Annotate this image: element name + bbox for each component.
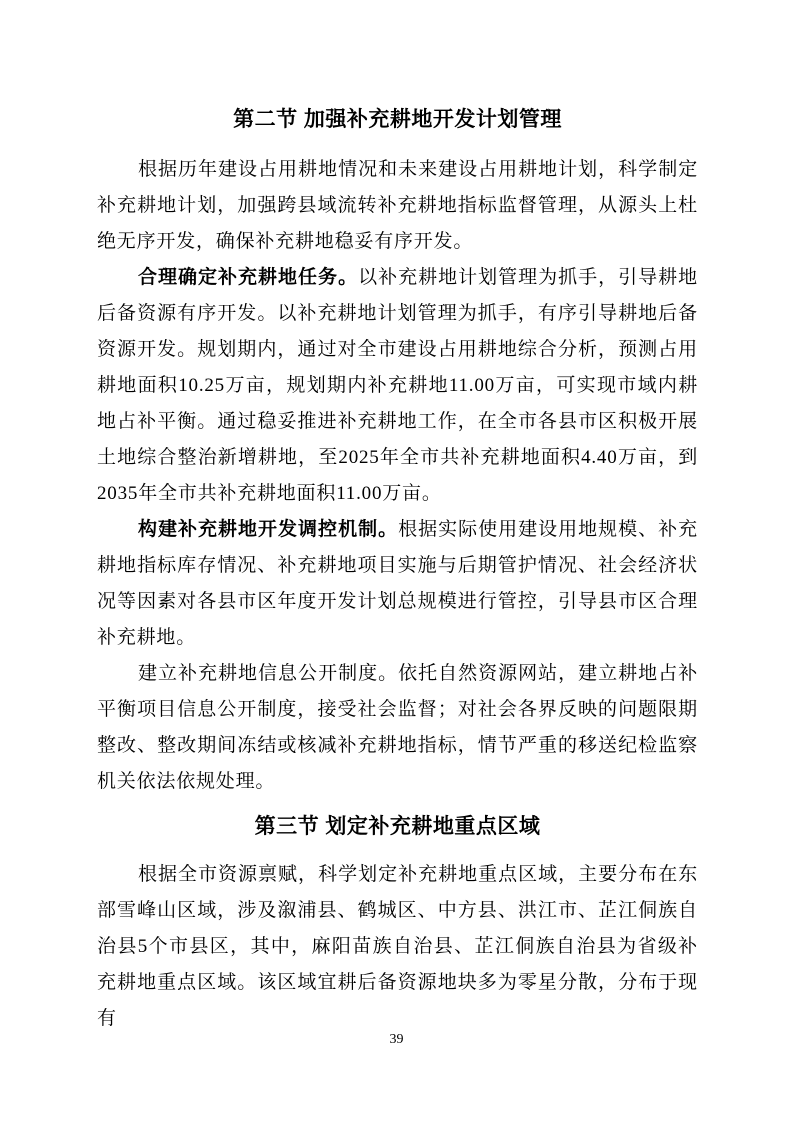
section-heading-3: 第三节 划定补充耕地重点区域 [254, 815, 541, 838]
paragraph-2-lead: 合理确定补充耕地任务。 [138, 267, 359, 288]
paragraph-1 [97, 152, 698, 260]
paragraph-4-text: 建立补充耕地信息公开制度。依托自然资源网站，建立耕地占补平衡项目信息公开制度，接受社会监督；对社会各界反映的问题限期整改、整改期间冻结或核减补充耕地指标，情节严重的移送纪检监察机关依法依规处理。 [97, 663, 698, 792]
paragraph-4 [97, 656, 698, 800]
paragraph-2 [97, 260, 698, 512]
paragraph-5 [97, 857, 698, 1037]
paragraph-3 [97, 512, 698, 656]
page-number: 39 [389, 1032, 404, 1047]
paragraph-1-text: 根据历年建设占用耕地情况和未来建设占用耕地计划，科学制定补充耕地计划，加强跨县域流转补充耕地指标监督管理，从源头上杜绝无序开发，确保补充耕地稳妥有序开发。 [97, 159, 698, 252]
paragraph-3-lead: 构建补充耕地开发调控机制。 [138, 519, 399, 540]
paragraph-5-text: 根据全市资源禀赋，科学划定补充耕地重点区域，主要分布在东部雪峰山区域，涉及溆浦县、鹤城区、中方县、洪江市、芷江侗族自治县5个市县区，其中，麻阳苗族自治县、芷江侗族自治县为省级补充耕地重点区域。该区域宜耕后备资源地块多为零星分散，分布于现有 [97, 864, 698, 1029]
section-heading-2: 第二节 加强补充耕地开发计划管理 [233, 108, 562, 131]
paragraph-3-text: 根据实际使用建设用地规模、补充耕地指标库存情况、补充耕地项目实施与后期管护情况、社会经济状况等因素对各县市区年度开发计划总规模进行管控，引导县市区合理补充耕地。 [97, 519, 698, 648]
page-content [97, 103, 698, 1037]
paragraph-2-text: 以补充耕地计划管理为抓手，引导耕地后备资源有序开发。以补充耕地计划管理为抓手，有序引导耕地后备资源开发。规划期内，通过对全市建设占用耕地综合分析，预测占用耕地面积10.25万亩，规划期内补充耕地11.00万亩，可实现市域内耕地占补平衡。通过稳妥推进补充耕地工作，在全市各县市区积极开展土地综合整治新增耕地，至2025年全市共补充耕地面积4.40万亩，到2035年全市共补充耕地面积11.00万亩。 [97, 267, 698, 504]
